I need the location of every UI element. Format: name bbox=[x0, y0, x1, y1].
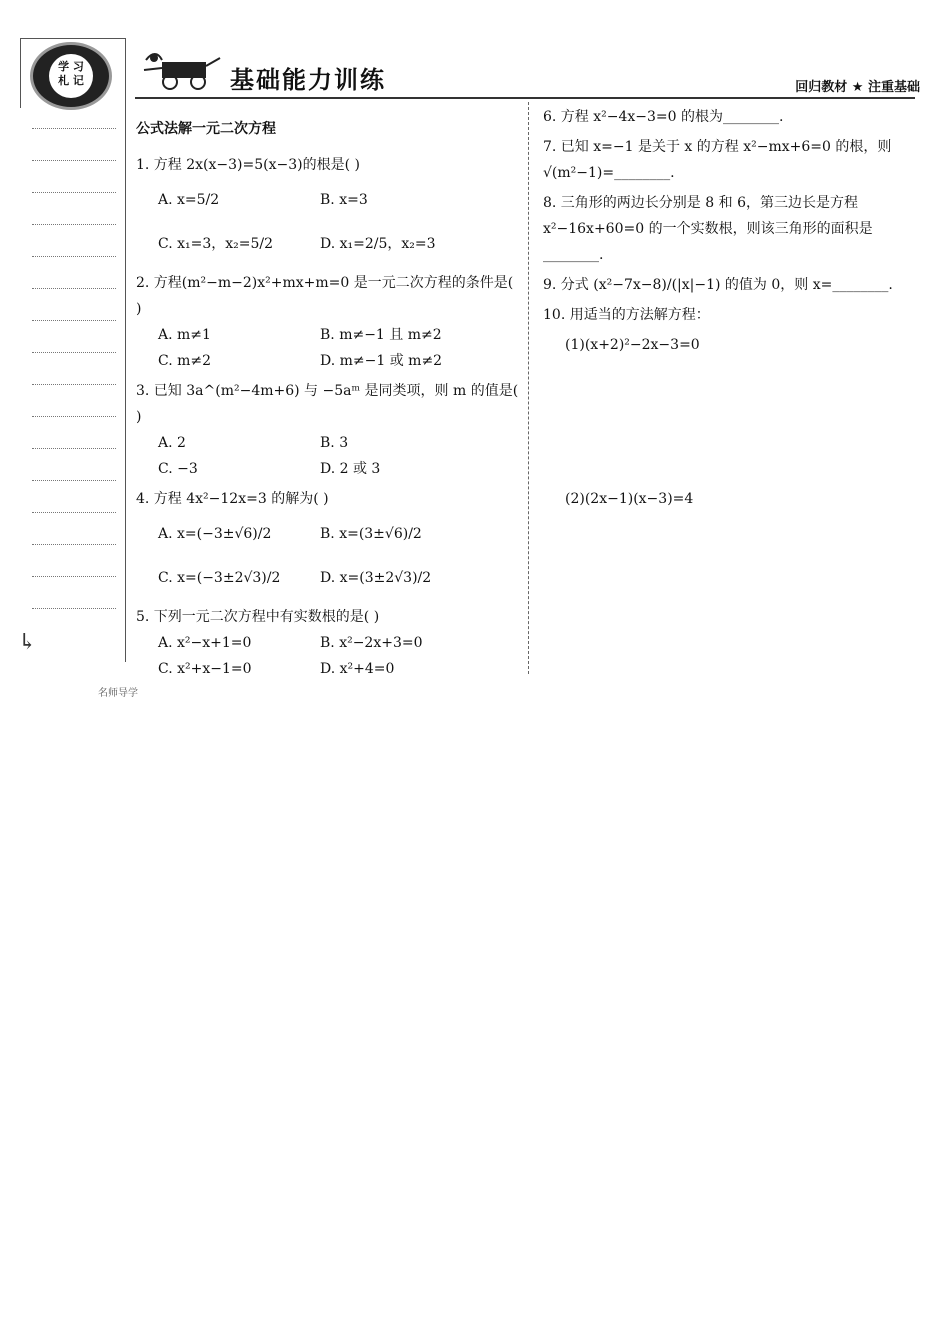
note-line bbox=[32, 384, 116, 385]
note-line bbox=[32, 160, 116, 161]
question-10-part-2: (2)(2x−1)(x−3)=4 bbox=[565, 491, 694, 507]
option-b: B. x²−2x+3=0 bbox=[320, 635, 423, 651]
option-c: C. x₁=3，x₂=5/2 bbox=[158, 236, 274, 252]
option-b: B. 3 bbox=[320, 435, 349, 451]
note-line bbox=[32, 480, 116, 481]
note-line bbox=[32, 192, 116, 193]
option-a: A. x²−x+1=0 bbox=[158, 635, 252, 651]
header-title: 基础能力训练 bbox=[230, 66, 386, 94]
question-options bbox=[158, 178, 521, 266]
option-a: A. x=(−3±√6)/2 bbox=[158, 526, 272, 542]
note-line bbox=[32, 576, 116, 577]
question-stem: 1. 方程 2x(x−3)=5(x−3)的根是( ) bbox=[136, 157, 360, 173]
note-line bbox=[32, 256, 116, 257]
column-divider bbox=[528, 102, 529, 674]
section-title: 公式法解一元二次方程 bbox=[136, 121, 276, 137]
option-c: C. x=(−3±2√3)/2 bbox=[158, 570, 281, 586]
note-line bbox=[32, 352, 116, 353]
option-b: B. x=(3±√6)/2 bbox=[320, 526, 422, 542]
question-10: 10. 用适当的方法解方程： bbox=[543, 307, 710, 323]
question-options bbox=[158, 630, 521, 682]
note-line bbox=[32, 288, 116, 289]
note-line bbox=[32, 224, 116, 225]
question-options bbox=[158, 430, 521, 482]
question-7: 7. 已知 x=−1 是关于 x 的方程 x²−mx+6=0 的根，则 √(m²−1)=________. bbox=[543, 139, 892, 181]
question-10-part-1: (1)(x+2)²−2x−3=0 bbox=[565, 337, 700, 353]
option-a: A. x=5/2 bbox=[158, 192, 220, 208]
margin-right-border bbox=[125, 38, 126, 662]
note-line bbox=[32, 448, 116, 449]
question-stem: 5. 下列一元二次方程中有实数根的是( ) bbox=[136, 609, 380, 625]
study-notes-badge bbox=[30, 42, 112, 110]
note-line bbox=[32, 544, 116, 545]
option-b: B. x=3 bbox=[320, 192, 368, 208]
option-b: B. m≠−1 且 m≠2 bbox=[320, 327, 442, 343]
question-5 bbox=[136, 604, 521, 682]
question-stem: 2. 方程(m²−m−2)x²+mx+m=0 是一元二次方程的条件是( ) bbox=[136, 275, 514, 317]
note-line bbox=[32, 320, 116, 321]
option-d: D. m≠−1 或 m≠2 bbox=[320, 353, 443, 369]
question-9: 9. 分式 (x²−7x−8)/(|x|−1) 的值为 0，则 x=________. bbox=[543, 277, 893, 293]
header-cart-logo-icon bbox=[140, 48, 222, 92]
option-d: D. x₁=2/5，x₂=3 bbox=[320, 236, 436, 252]
pen-mark-icon: ↳ bbox=[18, 630, 37, 655]
question-2 bbox=[136, 270, 521, 374]
question-options bbox=[158, 322, 521, 374]
left-column bbox=[136, 116, 521, 686]
option-c: C. x²+x−1=0 bbox=[158, 661, 252, 677]
question-stem: 4. 方程 4x²−12x=3 的解为( ) bbox=[136, 491, 329, 507]
question-6: 6. 方程 x²−4x−3=0 的根为________. bbox=[543, 109, 784, 125]
option-d: D. x²+4=0 bbox=[320, 661, 395, 677]
option-a: A. 2 bbox=[158, 435, 186, 451]
question-8: 8. 三角形的两边长分别是 8 和 6，第三边长是方程 x²−16x+60=0 的一个实数根，则该三角形的面积是________. bbox=[543, 195, 873, 263]
question-4 bbox=[136, 486, 521, 600]
margin-top-border bbox=[20, 38, 126, 39]
badge-line-2: 札 记 bbox=[58, 74, 84, 87]
note-line bbox=[32, 128, 116, 129]
header-rule bbox=[135, 97, 915, 99]
note-line bbox=[32, 608, 116, 609]
question-stem: 3. 已知 3a^(m²−4m+6) 与 −5aᵐ 是同类项，则 m 的值是( ) bbox=[136, 383, 519, 425]
footer-text: 名师导学 bbox=[98, 688, 138, 699]
badge-line-1: 学 习 bbox=[58, 60, 84, 73]
option-c: C. m≠2 bbox=[158, 353, 212, 369]
badge-label bbox=[49, 54, 93, 98]
question-3 bbox=[136, 378, 521, 482]
question-options bbox=[158, 512, 521, 600]
option-c: C. −3 bbox=[158, 461, 198, 477]
right-column bbox=[543, 104, 928, 512]
option-d: D. x=(3±2√3)/2 bbox=[320, 570, 432, 586]
note-line bbox=[32, 416, 116, 417]
note-line bbox=[32, 512, 116, 513]
option-a: A. m≠1 bbox=[158, 327, 211, 343]
margin-left-border bbox=[20, 38, 21, 108]
header-tagline: 回归教材 ★ 注重基础 bbox=[795, 80, 920, 95]
question-1 bbox=[136, 152, 521, 266]
option-d: D. 2 或 3 bbox=[320, 461, 381, 477]
